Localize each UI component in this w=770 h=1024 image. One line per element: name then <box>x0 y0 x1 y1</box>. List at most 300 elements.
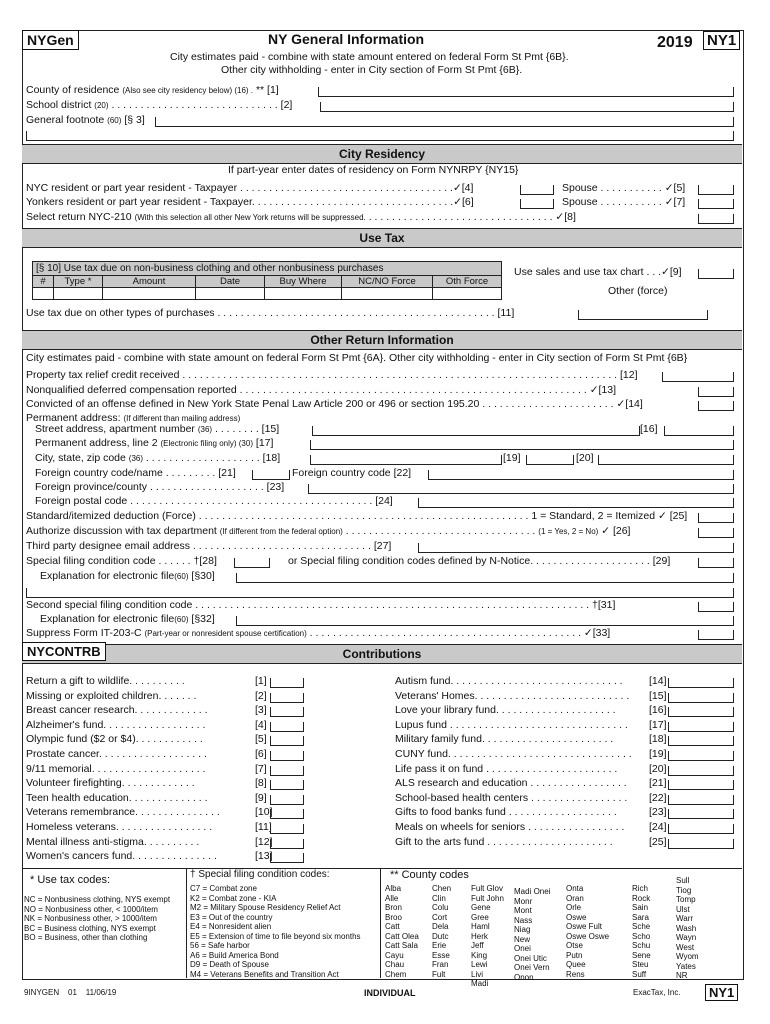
contribution-item <box>395 806 617 818</box>
contribution-input[interactable] <box>270 839 304 849</box>
use-tax-table <box>32 261 502 300</box>
use-tax-grid <box>32 275 502 300</box>
contribution-leader: . . . . . . <box>161 689 197 702</box>
contribution-code: [1] <box>255 675 267 687</box>
city-row: City, state, zip code (36) . . . . . . . . . . . . . . . . . . . . [18] <box>35 452 281 464</box>
footnote-input[interactable] <box>155 117 734 127</box>
contribution-code: [8] <box>255 777 267 790</box>
nyc-spouse: Spouse . . . . . . . . . . . ✓[5] <box>562 182 686 194</box>
foreign-country-name-row: Foreign country code/name . . . . . . . . . [21] <box>35 467 236 479</box>
nyc210-row: Select return NYC-210 (With this selection all other New York returns will be suppressed. . . . . . . . . . . . . . . . . . . . . . . . . . . . . . . . . ✓[8] <box>26 211 576 223</box>
zip-input[interactable] <box>598 455 734 465</box>
contribution-code: [22] <box>649 791 667 804</box>
county-code: Oswe Oswe <box>566 931 610 941</box>
contribution-input[interactable] <box>668 693 734 703</box>
contribution-input[interactable] <box>270 736 304 746</box>
foreign-country-code-input[interactable] <box>428 470 734 480</box>
col-date: Date <box>196 276 265 288</box>
use-tax-heading: Use Tax <box>22 228 742 248</box>
county-code: Oswe Fult <box>566 922 603 931</box>
contribution-input[interactable] <box>270 853 304 863</box>
use-tax-codes-title: * Use tax codes: <box>30 874 111 886</box>
county-code: Fult John <box>471 893 504 903</box>
county-code: Mont <box>514 906 532 915</box>
contribution-input[interactable] <box>668 795 734 805</box>
county-code: Cayu <box>385 950 404 960</box>
contribution-leader: . . . . . . . . . . . . . <box>131 791 208 804</box>
other-info-heading: Other Return Information <box>22 330 742 350</box>
county-column <box>676 876 699 981</box>
county-code: Jeff <box>471 941 484 950</box>
county-code: Catt Sala <box>385 941 418 950</box>
county-code: Ulst <box>676 904 690 914</box>
county-code: Niag <box>514 925 531 934</box>
street-input[interactable] <box>312 426 640 436</box>
county-code: Madi <box>471 979 489 988</box>
use-tax-code: NK = Nonbusiness other, > 1000/item <box>24 914 157 923</box>
nyc-taxpayer-check[interactable] <box>520 185 554 195</box>
authorize-input[interactable] <box>698 528 734 538</box>
contribution-code: [7] <box>255 762 267 775</box>
contribution-leader: . . . . . . . . . . . . . . . . . <box>525 821 625 833</box>
county-code: West <box>676 942 695 952</box>
contribution-input[interactable] <box>668 766 734 776</box>
county-code: Fult <box>432 969 446 979</box>
apartment-input[interactable] <box>664 426 734 436</box>
state-input[interactable] <box>526 455 574 465</box>
contribution-leader: . . . . . . . . . . . . . . . . . . . . . . . . . . . . . . . <box>450 748 632 760</box>
county-code: Onta <box>566 884 584 893</box>
contribution-input[interactable] <box>668 678 734 688</box>
county-code: Yates <box>676 961 696 971</box>
contribution-label: Missing or exploited children. <box>26 689 162 702</box>
contribution-code: [14] <box>649 675 667 687</box>
foreign-province-input[interactable] <box>308 484 734 494</box>
authorize-row: Authorize discussion with tax department (If different from the federal option) . . . . . . . . . . . . . . . . . . . . . . . . . . . . . . . . . (1 = Yes, 2 = No) ✓ [26] <box>26 525 631 537</box>
county-code: Catt Olea <box>385 931 419 941</box>
sales-use-chart-check[interactable] <box>698 269 734 279</box>
footer-individual: INDIVIDUAL <box>364 988 416 998</box>
footer-state-box: NY1 <box>705 984 738 1001</box>
county-code: Oran <box>566 893 584 903</box>
property-tax-input[interactable] <box>662 372 734 382</box>
county-code: Wash <box>676 923 697 933</box>
county-code: Chem <box>385 969 407 979</box>
contribution-label: ALS research and education <box>395 777 528 790</box>
special-filing-nnotice-input[interactable] <box>698 558 734 568</box>
special-codes-title: † Special filing condition codes: <box>190 869 330 880</box>
use-tax-code: BC = Business clothing, NYS exempt <box>24 923 156 933</box>
line2-row: Permanent address, line 2 (Electronic filing only) (30) [17] <box>35 437 274 449</box>
contribution-leader: . . . . . . . . . . . . . . . . . . . . . . <box>484 733 614 746</box>
contribution-leader: . . . . . . . . . . . . . . <box>135 850 217 863</box>
contribution-input[interactable] <box>270 693 304 703</box>
contribution-leader: . . . . . . . . . . . <box>138 733 203 746</box>
use-tax-other-row: Use tax due on other types of purchases . . . . . . . . . . . . . . . . . . . . . . . . . . . . . . . . . . . . . . . . . . . . . . . . [11] <box>26 307 515 319</box>
foreign-country-name-input[interactable] <box>252 470 290 480</box>
contrib-form-box: NYCONTRB <box>22 642 106 661</box>
footer-form-id: 9INYGEN 01 11/06/19 <box>24 988 117 997</box>
county-code: Quee <box>566 960 586 969</box>
suppress-row: Suppress Form IT-203-C (Part-year or nonresident spouse certification) . . . . . . . . . . . . . . . . . . . . . . . . . . . . . . . . . . . . . . . . . . . . . . . ✓[33] <box>26 627 611 639</box>
col-oth-force: Oth Force <box>433 276 502 288</box>
contribution-item <box>26 763 206 775</box>
nyc-spouse-check[interactable] <box>698 185 734 195</box>
contribution-code: [3] <box>255 704 267 717</box>
county-code: Bron <box>385 903 402 912</box>
county-code: Tomp <box>676 895 696 904</box>
yonkers-spouse-check[interactable] <box>698 199 734 209</box>
county-code: Scho <box>632 931 651 941</box>
contribution-label: Gift to the arts fund <box>395 835 485 848</box>
use-tax-codes-list <box>24 895 170 943</box>
county-code: Clin <box>432 893 446 903</box>
use-tax-code: NC = Nonbusiness clothing, NYS exempt <box>24 895 171 904</box>
special-code: E4 = Nonresident alien <box>190 922 272 931</box>
contribution-leader: . . . . . . . . . . . . <box>124 777 195 790</box>
contribution-input[interactable] <box>668 824 734 834</box>
contribution-label: Meals on wheels for seniors <box>395 821 526 833</box>
state-code: [19] <box>503 452 521 464</box>
contribution-code: [11] <box>255 821 272 833</box>
foreign-postal-input[interactable] <box>418 498 734 508</box>
contribution-item <box>26 675 185 687</box>
county-code: Putn <box>566 950 583 960</box>
col-buy-where: Buy Where <box>265 276 342 288</box>
contribution-item <box>395 792 627 804</box>
contribution-label: Love your library fund. <box>395 704 499 717</box>
nonqualified-check[interactable] <box>698 387 734 397</box>
county-code: Haml <box>471 922 490 931</box>
footnote-row: General footnote (60) [§ 3] <box>26 114 145 126</box>
contribution-label: CUNY fund. <box>395 748 451 760</box>
yonkers-spouse: Spouse . . . . . . . . . . . ✓[7] <box>562 196 686 208</box>
county-code: Steu <box>632 960 649 969</box>
contribution-item <box>26 850 217 862</box>
nyc-resident-row: NYC resident or part year resident - Taxpayer . . . . . . . . . . . . . . . . . . . . . . . . . . . . . . . . . . . . .✓[4] <box>26 182 474 194</box>
contribution-label: Military family fund. <box>395 733 485 746</box>
col-amount: Amount <box>103 276 196 288</box>
contribution-leader: . . . . . . . . . <box>146 835 200 848</box>
city-input[interactable] <box>310 455 502 465</box>
contribution-item <box>26 733 203 745</box>
county-code: Orle <box>566 903 582 912</box>
county-code: Alle <box>385 893 399 903</box>
contribution-item <box>26 777 195 789</box>
contribution-input[interactable] <box>668 722 734 732</box>
contribution-leader: . . . . . . . . . . . . <box>137 704 208 717</box>
county-code: Tiog <box>676 885 692 895</box>
county-code: Colu <box>432 903 449 912</box>
contribution-label: Homeless veterans. <box>26 821 119 833</box>
contribution-leader: . . . . . . . . . . . . . . . . . . . . . . <box>484 835 613 848</box>
contribution-input[interactable] <box>270 795 304 805</box>
county-column <box>471 884 504 989</box>
contribution-input[interactable] <box>668 751 734 761</box>
second-special-row: Second special filing condition code . . . . . . . . . . . . . . . . . . . . . . . . . . . . . . . . . . . . . . . . . . . . . . . . . . . . . . . . . . . . . . . . . . . . †[31] <box>26 599 616 611</box>
special-code: E3 = Out of the country <box>190 912 273 922</box>
form-id-box: NYGen <box>22 30 79 50</box>
county-code: Gene <box>471 903 491 912</box>
county-column <box>632 884 651 979</box>
contribution-leader: . . . . . . . . . . . . . . . . . . <box>101 748 207 760</box>
contribution-input[interactable] <box>270 809 304 819</box>
contributions-heading: Contributions <box>22 644 742 664</box>
suppress-check[interactable] <box>698 630 734 640</box>
footnote-continued[interactable] <box>26 131 734 141</box>
contribution-input[interactable] <box>668 736 734 746</box>
use-tax-row[interactable] <box>33 288 502 300</box>
county-code: Monr <box>514 896 533 906</box>
contribution-input[interactable] <box>270 751 304 761</box>
contribution-code: [20] <box>649 762 667 775</box>
contribution-leader: . . . . . . . . . . . . . . . . <box>118 821 213 833</box>
county-code: Onon <box>514 972 534 982</box>
county-code: Sara <box>632 912 649 922</box>
special-code: M2 = Military Spouse Residency Relief Act <box>190 903 341 912</box>
sales-use-chart: Use sales and use tax chart . . .✓[9] <box>514 266 682 278</box>
contribution-leader: . . . . . . . . . . . . . . . . . <box>527 777 627 790</box>
contribution-label: 9/11 memorial. <box>26 762 95 775</box>
contribution-label: Teen health education. <box>26 791 132 804</box>
contribution-input[interactable] <box>270 707 304 717</box>
contribution-code: [10] <box>255 806 273 819</box>
county-code: Onei <box>514 944 531 953</box>
contribution-item <box>26 821 212 833</box>
city-residency-heading: City Residency <box>22 144 742 164</box>
contribution-code: [15] <box>649 689 667 702</box>
special-code: D9 = Death of Spouse <box>190 960 269 969</box>
page-title: NY General Information <box>268 31 425 47</box>
county-code: Fult Glov <box>471 884 504 893</box>
special-codes-list <box>190 884 361 979</box>
contribution-code: [12] <box>255 835 273 848</box>
contribution-item <box>395 704 616 716</box>
county-code: Alba <box>385 884 402 893</box>
county-code: Sull <box>676 876 690 885</box>
special-code: M4 = Veterans Benefits and Transition Act <box>190 969 339 979</box>
special-filing-row: Special filing condition code . . . . . . †[28] <box>26 555 217 567</box>
special-code: E5 = Extension of time to file beyond six months <box>190 931 361 941</box>
county-code: Warr <box>676 914 694 923</box>
county-code: New <box>514 934 531 944</box>
county-code: Erie <box>432 941 447 950</box>
county-input[interactable] <box>318 87 734 97</box>
street-row: Street address, apartment number (36) . . . . . . . . [15] <box>35 423 280 435</box>
contribution-item <box>395 675 623 687</box>
county-code: Broo <box>385 912 402 922</box>
county-code: Sene <box>632 950 651 960</box>
std-itemized-input[interactable] <box>698 513 734 523</box>
contribution-leader: . . . . . . . . . <box>132 675 185 687</box>
county-code: NR <box>676 971 688 980</box>
contribution-item <box>395 836 613 848</box>
county-code: Chen <box>432 884 452 893</box>
contribution-item <box>26 748 207 760</box>
county-code: Sche <box>632 922 651 931</box>
school-district-row: School district (20) . . . . . . . . . . . . . . . . . . . . . . . . . . . . . [2] <box>26 99 293 111</box>
county-code: Wyom <box>676 952 699 961</box>
contribution-leader: . . . . . . . . . . . . . . . . . <box>528 791 628 804</box>
explanation-input[interactable] <box>236 573 734 583</box>
other-force: Other (force) <box>608 285 668 297</box>
county-code: Livi <box>471 969 484 979</box>
convicted-row: Convicted of an offense defined in New York State Penal Law Article 200 or 496 or section 195.20 . . . . . . . . . . . . . . . . . . . . . . . ✓[14] <box>26 398 643 410</box>
contribution-label: Volunteer firefighting. <box>26 777 125 790</box>
county-code: Gree <box>471 912 489 922</box>
county-code: Chau <box>385 960 405 969</box>
explanation2-input[interactable] <box>236 616 734 626</box>
contribution-label: Mental illness anti-stigma. <box>26 835 147 848</box>
other-info-note: City estimates paid - combine with state amount on federal Form St Pmt {6A}. Other city withholding - enter in City section of Form St Pmt {6B} <box>26 352 688 364</box>
contribution-leader: . . . . . . . . . . . . . . <box>138 806 220 819</box>
zip-code: [20] <box>576 452 594 464</box>
explanation-input-continued[interactable] <box>26 588 734 598</box>
explanation-row: Explanation for electronic file(60) [§30] <box>40 570 215 582</box>
county-column <box>385 884 419 979</box>
contribution-input[interactable] <box>668 809 734 819</box>
foreign-country-code-row: Foreign country code [22] <box>292 467 412 479</box>
contribution-label: Lupus fund <box>395 718 447 731</box>
county-row: County of residence (Also see city residency below) (16) . ** [1] <box>26 84 279 96</box>
county-column <box>566 884 609 979</box>
county-code: Madi Onei <box>514 887 551 896</box>
contribution-code: [5] <box>255 733 267 746</box>
city-residency-note: If part-year enter dates of residency on Form NYNRPY {NY15} <box>228 164 519 176</box>
contribution-code: [18] <box>649 733 667 746</box>
county-code: Lewi <box>471 960 488 969</box>
contribution-code: [2] <box>255 689 267 702</box>
contribution-code: [25] <box>649 835 667 848</box>
third-party-input[interactable] <box>418 543 734 553</box>
contribution-code: [17] <box>649 718 667 731</box>
special-filing-input[interactable] <box>234 558 270 568</box>
foreign-postal-row: Foreign postal code . . . . . . . . . . . . . . . . . . . . . . . . . . . . . . . . . . . . . . . . . . [24] <box>35 495 393 507</box>
contribution-code: [23] <box>649 806 667 819</box>
contribution-leader: . . . . . . . . . . . . . . . . . . . . . . . <box>483 762 618 775</box>
property-tax-row: Property tax relief credit received . . . . . . . . . . . . . . . . . . . . . . . . . . . . . . . . . . . . . . . . . . . . . . . . . . . . . . . . . . . . . . . . . . . . . . . . . . . [12] <box>26 369 638 381</box>
contribution-leader: . . . . . . . . . . . . . . . . . . . . . . . . . . . . . . . <box>446 718 628 731</box>
county-code: Onei Vern <box>514 963 550 972</box>
contribution-label: Autism fund. <box>395 675 454 687</box>
special-code: 56 = Safe harbor <box>190 941 250 950</box>
contribution-input[interactable] <box>270 766 304 776</box>
contribution-item <box>395 690 629 702</box>
contribution-input[interactable] <box>668 839 734 849</box>
nonqualified-row: Nonqualified deferred compensation reported . . . . . . . . . . . . . . . . . . . . . . . . . . . . . . . . . . . . . . . . . . . . . . . . . . . . . . . . . . . . ✓[13] <box>26 384 617 396</box>
contribution-item <box>26 719 205 731</box>
street-code-2: [16] <box>640 423 658 435</box>
county-code: Dutc <box>432 931 449 941</box>
contribution-item <box>26 690 196 702</box>
yonkers-taxpayer-check[interactable] <box>520 199 554 209</box>
use-tax-other-input[interactable] <box>578 310 708 320</box>
contribution-item <box>395 719 628 731</box>
legend-top-rule <box>22 868 742 869</box>
contribution-leader: . . . . . . . . . . . . . . . . . <box>106 718 206 731</box>
county-column <box>432 884 451 979</box>
col-type: Type * <box>54 276 103 288</box>
contribution-item <box>26 704 207 716</box>
contribution-item <box>395 748 632 760</box>
county-column <box>514 887 550 982</box>
contribution-leader: . . . . . . . . . . . . . . . . . . . <box>94 762 206 775</box>
contribution-item <box>26 836 199 848</box>
yonkers-resident-row: Yonkers resident or part year resident - Taxpayer. . . . . . . . . . . . . . . . . . . . . . . . . . . . . . . . . . .✓[6] <box>26 196 474 208</box>
county-code: Rich <box>632 884 649 893</box>
use-tax-code: NO = Nonbusiness other, < 1000/item <box>24 904 158 914</box>
contribution-code: [21] <box>649 777 667 790</box>
county-code: Suff <box>632 969 647 979</box>
tax-year: 2019 <box>657 34 693 51</box>
county-codes-title: ** County codes <box>390 869 469 881</box>
header-note-2: Other city withholding - enter in City section of Form St Pmt {6B}. <box>221 64 523 76</box>
col-nc-no-force: NC/NO Force <box>342 276 433 288</box>
contribution-label: Life pass it on fund <box>395 762 484 775</box>
county-code: Rens <box>566 969 585 979</box>
line2-input[interactable] <box>310 440 734 450</box>
contribution-item <box>26 792 208 804</box>
special-code: K2 = Combat zone - KIA <box>190 893 277 903</box>
contribution-leader: . . . . . . . . . . . . . . . . . . . . . . . . . . <box>477 689 630 702</box>
contribution-label: Veterans remembrance. <box>26 806 139 819</box>
county-code: Schu <box>632 941 651 950</box>
use-tax-code: BO = Business, other than clothing <box>24 933 148 942</box>
county-code: Wayn <box>676 933 697 942</box>
county-code: Herk <box>471 931 488 941</box>
contribution-leader: . . . . . . . . . . . . . . . . . . . . . . . . . . . . . <box>453 675 623 687</box>
contribution-item <box>395 763 617 775</box>
county-code: Fran <box>432 960 449 969</box>
footer-vendor: ExacTax, Inc. <box>633 988 681 997</box>
contribution-label: Return a gift to wildlife. <box>26 675 133 687</box>
county-code: King <box>471 950 488 960</box>
explanation2-row: Explanation for electronic file(60) [§32] <box>40 613 215 625</box>
county-code: Onei Utic <box>514 953 547 963</box>
contribution-input[interactable] <box>668 707 734 717</box>
convicted-check[interactable] <box>698 401 734 411</box>
special-code: A6 = Build America Bond <box>190 950 279 960</box>
contribution-label: Veterans' Homes. <box>395 689 478 702</box>
contribution-item <box>395 821 624 833</box>
foreign-province-row: Foreign province/county . . . . . . . . . . . . . . . . . . . . [23] <box>35 481 285 493</box>
contribution-code: [4] <box>255 718 267 731</box>
school-district-input[interactable] <box>320 102 734 112</box>
contribution-label: Olympic fund ($2 or $4). <box>26 733 139 746</box>
special-filing-or: or Special filing condition codes defined by N-Notice. . . . . . . . . . . . . . . . . . . . . [29] <box>288 555 671 567</box>
county-code: Oswe <box>566 912 587 922</box>
state-box: NY1 <box>703 31 740 50</box>
contribution-input[interactable] <box>270 824 304 834</box>
use-tax-table-title: [§ 10] Use tax due on non-business clothing and other nonbusiness purchases <box>32 261 502 275</box>
std-itemized-row: Standard/itemized deduction (Force) . . . . . . . . . . . . . . . . . . . . . . . . . . . . . . . . . . . . . . . . . . . . . . . . . . . . . . . . . 1 = Standard, 2 = Itemized ✓ [25] <box>26 510 688 522</box>
contribution-input[interactable] <box>270 678 304 688</box>
contribution-item <box>395 777 627 789</box>
contribution-input[interactable] <box>270 780 304 790</box>
county-code: Sain <box>632 903 649 912</box>
contribution-code: [19] <box>649 748 667 760</box>
contribution-code: [9] <box>255 791 267 804</box>
second-special-input[interactable] <box>698 602 734 612</box>
contribution-label: School-based health centers <box>395 791 529 804</box>
contribution-item <box>26 806 220 818</box>
nyc210-check[interactable] <box>698 214 734 224</box>
contribution-input[interactable] <box>270 722 304 732</box>
contribution-input[interactable] <box>668 780 734 790</box>
header-note-1: City estimates paid - combine with state amount entered on federal Form St Pmt {6B}. <box>170 51 569 63</box>
third-party-row: Third party designee email address . . . . . . . . . . . . . . . . . . . . . . . . . . . . . . . [27] <box>26 540 392 552</box>
legend-divider-2 <box>380 868 381 978</box>
